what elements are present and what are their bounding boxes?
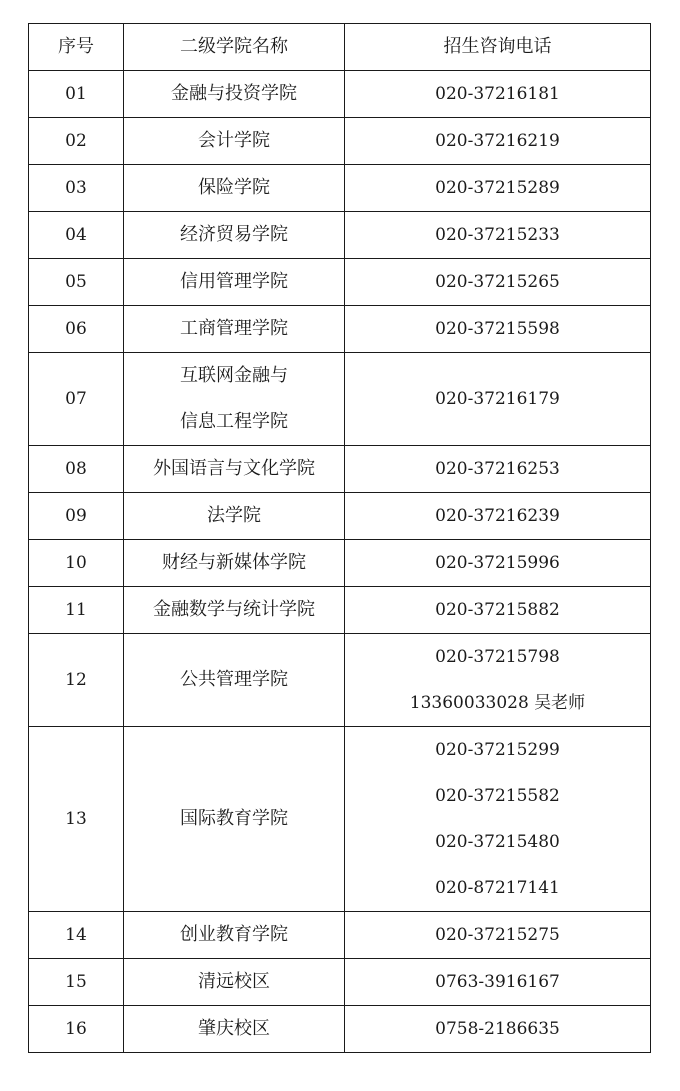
phone-cell — [345, 353, 651, 446]
serial-number-cell — [29, 353, 124, 446]
college-name: 法学院 — [207, 505, 261, 526]
serial-number: 05 — [65, 272, 87, 292]
serial-number-cell — [29, 1006, 124, 1053]
college-name-cell — [124, 118, 345, 165]
college-name-cell — [124, 912, 345, 959]
phone-number: 020-37215265 — [435, 272, 560, 292]
phone-number: 020-87217141 — [435, 878, 560, 898]
college-name-cell — [124, 353, 345, 446]
phone-number: 020-37215996 — [435, 553, 560, 573]
header-college-name: 二级学院名称 — [124, 24, 345, 71]
serial-number: 08 — [65, 459, 87, 479]
table-row — [29, 118, 651, 165]
serial-number-cell — [29, 634, 124, 727]
serial-number-cell — [29, 71, 124, 118]
table-row — [29, 959, 651, 1006]
serial-number: 02 — [65, 131, 87, 151]
college-name-cell — [124, 634, 345, 727]
phone-number: 020-37216179 — [435, 389, 560, 409]
table-row — [29, 1006, 651, 1053]
serial-number: 10 — [65, 553, 87, 573]
serial-number-cell — [29, 959, 124, 1006]
phone-cell — [345, 259, 651, 306]
table-row — [29, 165, 651, 212]
phone-cell — [345, 446, 651, 493]
phone-number: 020-37215480 — [435, 832, 560, 852]
phone-cell — [345, 1006, 651, 1053]
phone-cell — [345, 727, 651, 912]
college-name-cell — [124, 212, 345, 259]
college-name-cell — [124, 165, 345, 212]
college-name: 信用管理学院 — [180, 271, 288, 292]
college-name: 财经与新媒体学院 — [162, 552, 306, 573]
phone-number: 020-37215299 — [435, 740, 560, 760]
serial-number-cell — [29, 259, 124, 306]
table-row — [29, 912, 651, 959]
table-row — [29, 727, 651, 912]
college-name-cell — [124, 959, 345, 1006]
table-row — [29, 493, 651, 540]
serial-number-cell — [29, 118, 124, 165]
header-admissions-phone: 招生咨询电话 — [345, 24, 651, 71]
college-name: 创业教育学院 — [180, 924, 288, 945]
serial-number: 11 — [65, 600, 87, 620]
college-name-cell — [124, 259, 345, 306]
college-name-cell — [124, 493, 345, 540]
serial-number: 16 — [65, 1019, 87, 1039]
college-name-cell — [124, 446, 345, 493]
serial-number: 03 — [65, 178, 87, 198]
phone-cell — [345, 212, 651, 259]
college-name: 清远校区 — [198, 971, 270, 992]
phone-number: 020-37216181 — [435, 84, 560, 104]
college-name: 互联网金融与 — [180, 365, 288, 386]
serial-number: 01 — [65, 84, 87, 104]
phone-cell — [345, 493, 651, 540]
table-row — [29, 634, 651, 727]
phone-number: 020-37216219 — [435, 131, 560, 151]
phone-number: 020-37216253 — [435, 459, 560, 479]
header-serial-number: 序号 — [29, 24, 124, 71]
serial-number: 09 — [65, 506, 87, 526]
serial-number: 13 — [65, 809, 87, 829]
phone-number: 020-37215582 — [435, 786, 560, 806]
phone-cell — [345, 165, 651, 212]
college-name-cell — [124, 1006, 345, 1053]
serial-number-cell — [29, 165, 124, 212]
table-row — [29, 306, 651, 353]
phone-number: 020-37215233 — [435, 225, 560, 245]
phone-cell — [345, 71, 651, 118]
phone-cell — [345, 587, 651, 634]
serial-number-cell — [29, 446, 124, 493]
college-name-cell — [124, 71, 345, 118]
phone-number: 020-37215882 — [435, 600, 560, 620]
serial-number-cell — [29, 306, 124, 353]
phone-number: 020-37215798 — [435, 647, 560, 667]
table-row — [29, 353, 651, 446]
college-name: 肇庆校区 — [198, 1018, 270, 1039]
phone-cell — [345, 634, 651, 727]
serial-number-cell — [29, 587, 124, 634]
phone-number: 020-37215598 — [435, 319, 560, 339]
college-name: 国际教育学院 — [180, 808, 288, 829]
college-name: 工商管理学院 — [180, 318, 288, 339]
college-name-cell — [124, 306, 345, 353]
college-name-cell — [124, 587, 345, 634]
phone-number: 020-37215289 — [435, 178, 560, 198]
phone-cell — [345, 912, 651, 959]
serial-number: 04 — [65, 225, 87, 245]
college-name: 信息工程学院 — [180, 411, 288, 432]
college-name: 经济贸易学院 — [180, 224, 288, 245]
college-name: 金融数学与统计学院 — [153, 599, 315, 620]
college-name: 公共管理学院 — [180, 669, 288, 690]
table-row — [29, 446, 651, 493]
phone-number: 020-37215275 — [435, 925, 560, 945]
serial-number-cell — [29, 212, 124, 259]
phone-number: 0758-2186635 — [435, 1019, 560, 1039]
table-row — [29, 212, 651, 259]
serial-number-cell — [29, 540, 124, 587]
phone-number: 13360033028 吴老师 — [409, 693, 586, 713]
serial-number: 06 — [65, 319, 87, 339]
serial-number-cell — [29, 727, 124, 912]
table-row — [29, 587, 651, 634]
serial-number: 14 — [65, 925, 87, 945]
table-row — [29, 71, 651, 118]
serial-number: 15 — [65, 972, 87, 992]
table-header-row — [29, 24, 651, 71]
phone-number: 0763-3916167 — [435, 972, 560, 992]
serial-number: 12 — [65, 670, 87, 690]
college-name: 金融与投资学院 — [171, 83, 297, 104]
college-name-cell — [124, 540, 345, 587]
phone-number: 020-37216239 — [435, 506, 560, 526]
table-row — [29, 259, 651, 306]
college-name: 会计学院 — [198, 130, 270, 151]
serial-number-cell — [29, 912, 124, 959]
serial-number-cell — [29, 493, 124, 540]
phone-cell — [345, 959, 651, 1006]
serial-number: 07 — [65, 389, 87, 409]
table-row — [29, 540, 651, 587]
admissions-contact-table — [28, 23, 651, 1053]
college-name-cell — [124, 727, 345, 912]
phone-cell — [345, 540, 651, 587]
college-name: 保险学院 — [198, 177, 270, 198]
college-name: 外国语言与文化学院 — [153, 458, 315, 479]
phone-cell — [345, 306, 651, 353]
phone-cell — [345, 118, 651, 165]
